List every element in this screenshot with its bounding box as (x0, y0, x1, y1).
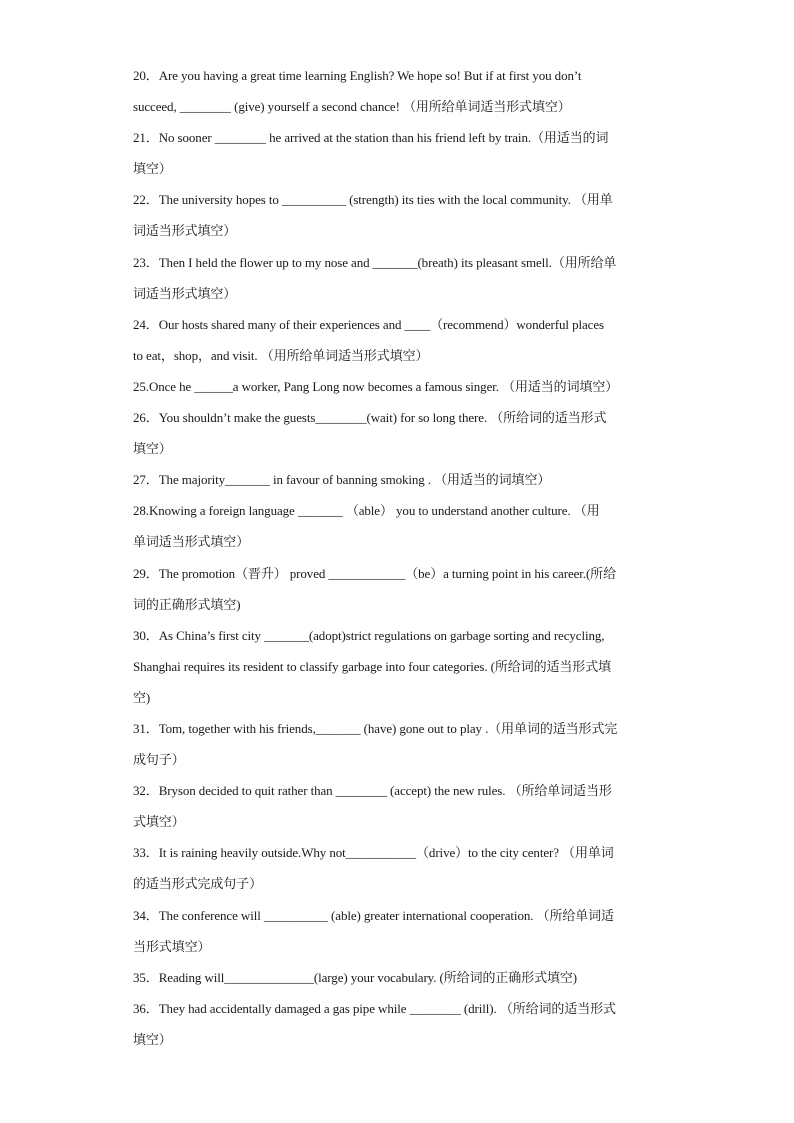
question-line: 的适当形式完成句子） (133, 876, 263, 892)
question-32 (133, 775, 668, 837)
question-line: 成句子） (133, 752, 185, 768)
question-line: 33．It is raining heavily outside.Why not___________（drive）to the city center? （用单词 (133, 845, 614, 861)
question-25 (133, 371, 668, 402)
question-line: 28.Knowing a foreign language _______ （able） you to understand another culture. （用 (133, 503, 600, 519)
question-line: 31．Tom, together with his friends,_______ (have) gone out to play .（用单词的适当形式完 (133, 720, 618, 736)
question-36 (133, 993, 668, 1055)
question-line: 填空） (133, 441, 172, 457)
question-line: 填空） (133, 1031, 172, 1047)
question-27 (133, 464, 668, 495)
question-22 (133, 184, 668, 246)
question-35 (133, 962, 668, 993)
question-31 (133, 713, 668, 775)
question-line: 21．No sooner ________ he arrived at the station than his friend left by train.（用适当的词 (133, 130, 609, 146)
question-line: 词适当形式填空） (133, 285, 237, 301)
question-26 (133, 402, 668, 464)
question-line: Shanghai requires its resident to classify garbage into four categories. (所给词的适当形式填 (133, 658, 612, 674)
question-line: 单词适当形式填空） (133, 534, 250, 550)
question-24 (133, 309, 668, 371)
question-line: 27．The majority_______ in favour of banning smoking . （用适当的词填空） (133, 472, 551, 488)
question-28 (133, 495, 668, 557)
question-21 (133, 122, 668, 184)
question-line: 当形式填空） (133, 938, 211, 954)
question-23 (133, 247, 668, 309)
question-line: 24．Our hosts shared many of their experiences and ____（recommend）wonderful places (133, 316, 604, 332)
question-20 (133, 60, 668, 122)
question-line: 25.Once he ______a worker, Pang Long now becomes a famous singer. （用适当的词填空） (133, 378, 619, 394)
question-line: 30．As China’s first city _______(adopt)strict regulations on garbage sorting and recycling, (133, 627, 605, 643)
question-line: 23．Then I held the flower up to my nose and _______(breath) its pleasant smell.（用所给单 (133, 254, 617, 270)
question-33 (133, 837, 668, 899)
question-line: 35．Reading will______________(large) your vocabulary. (所给词的正确形式填空) (133, 969, 577, 985)
question-line: 32．Bryson decided to quit rather than ________ (accept) the new rules. （所给单词适当形 (133, 783, 612, 799)
question-line: 29．The promotion（晋升） proved ____________（be）a turning point in his career.(所给 (133, 565, 616, 581)
question-30 (133, 620, 668, 713)
question-line: 词适当形式填空） (133, 223, 237, 239)
question-line: 22．The university hopes to __________ (strength) its ties with the local community. （用单 (133, 192, 613, 208)
question-line: 填空） (133, 161, 172, 177)
question-line: 空) (133, 689, 151, 705)
question-line: 26．You shouldn’t make the guests________(wait) for so long there. （所给词的适当形式 (133, 410, 607, 426)
worksheet-page (133, 60, 668, 1055)
question-line: 式填空） (133, 814, 185, 830)
question-line: 词的正确形式填空) (133, 596, 241, 612)
question-29 (133, 558, 668, 620)
question-line: 36．They had accidentally damaged a gas pipe while ________ (drill). （所给词的适当形式 (133, 1000, 616, 1016)
question-line: 20．Are you having a great time learning English? We hope so! But if at first you don’t (133, 68, 582, 83)
question-line: to eat，shop，and visit. （用所给单词适当形式填空） (133, 347, 429, 363)
question-line: succeed, ________ (give) yourself a second chance! （用所给单词适当形式填空） (133, 99, 571, 115)
question-34 (133, 900, 668, 962)
question-line: 34．The conference will __________ (able) greater international cooperation. （所给单词适 (133, 907, 614, 923)
